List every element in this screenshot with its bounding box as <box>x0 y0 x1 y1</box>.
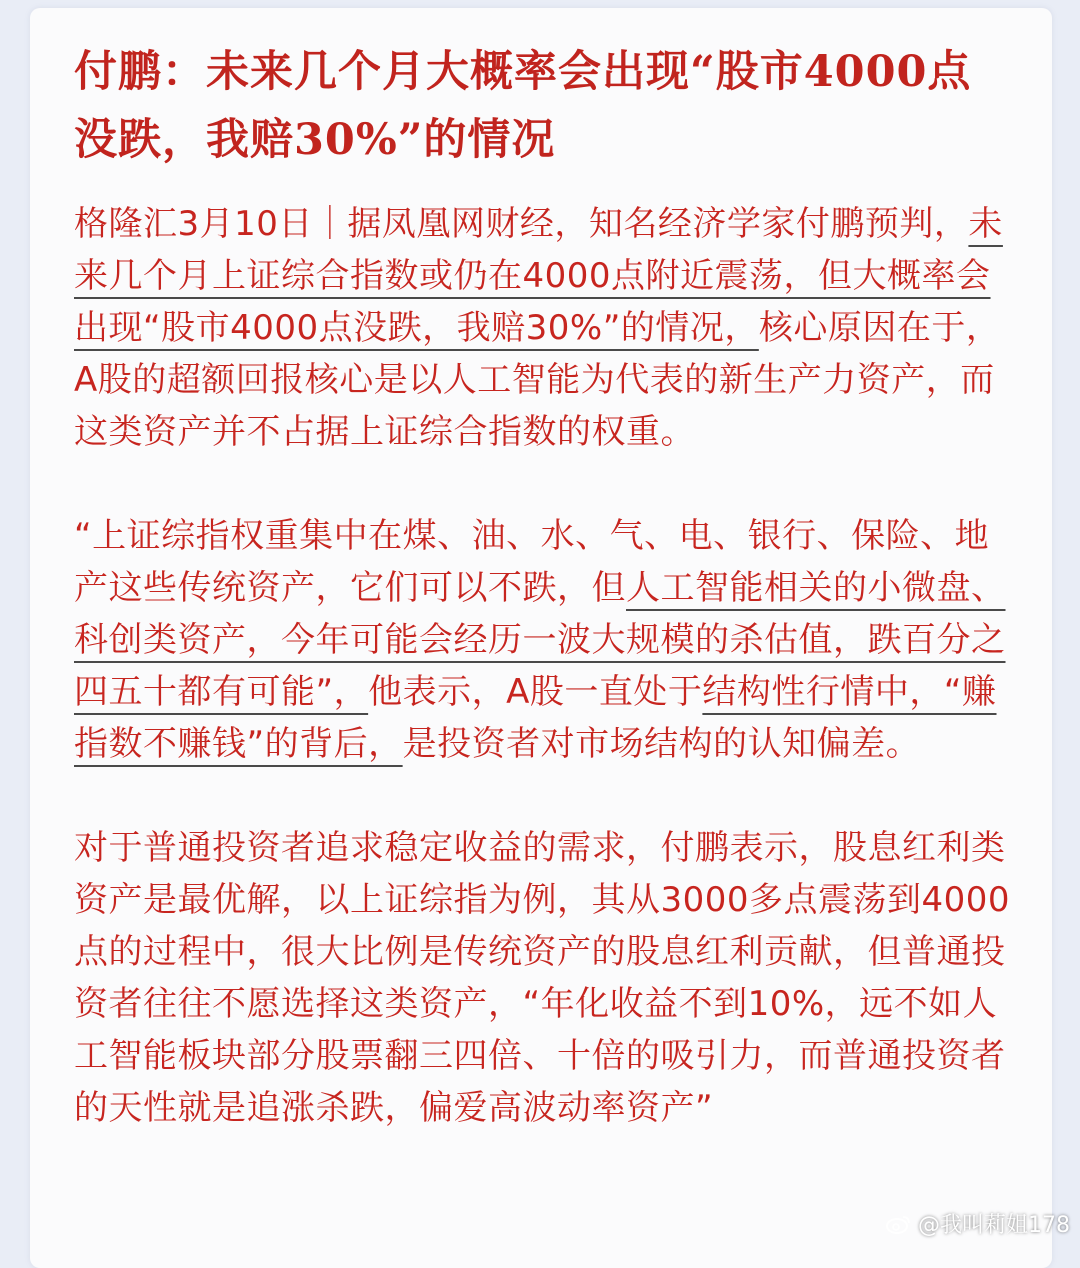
article-card <box>30 8 1052 1268</box>
watermark-text: @我叫莉姐178 <box>918 1213 1070 1238</box>
paragraph-1-rest: 核心原因在于，A股的超额回报核心是以人工智能为代表的新生产力资产，而这类资产并不占据上证综合指数的权重。 <box>74 308 1001 452</box>
paragraph-2-rest: 是投资者对市场结构的认知偏差。 <box>402 724 921 764</box>
paragraph-1-underlined: 未来几个月上证综合指数或仍在4000点附近震荡，但大概率会出现“股市4000点没跌，我赔30%”的情况， <box>74 204 1003 348</box>
watermark <box>886 1208 1070 1239</box>
article-paragraph-3: 对于普通投资者追求稳定收益的需求，付鹏表示，股息红利类资产是最优解，以上证综指为例，其从3000多点震荡到4000点的过程中，很大比例是传统资产的股息红利贡献，但普通投资者往往不愿选择这类资产，“年化收益不到10%，远不如人工智能板块部分股票翻三四倍、十倍的吸引力，而普通投资者的天性就是追涨杀跌，偏爱高波动率资产” <box>74 828 1011 1128</box>
paragraph-2-underlined: 人工智能相关的小微盘、科创类资产，今年可能会经历一波大规模的杀估值，跌百分之四五十都有可能”， <box>74 568 1006 712</box>
paragraph-2-underlined-2: 结构性行情中，“赚指数不赚钱”的背后， <box>74 672 997 764</box>
paragraph-2-lead: “上证综指权重集中在煤、油、水、气、电、银行、保险、地产这些传统资产，它们可以不跌，但 <box>74 516 990 608</box>
weibo-logo-icon <box>886 1214 912 1234</box>
article-paragraph-1 <box>74 198 1014 458</box>
article-body <box>74 38 1014 1134</box>
article-paragraph-2 <box>74 510 1014 770</box>
paragraph-1-lead: 格隆汇3月10日｜据凤凰网财经，知名经济学家付鹏预判， <box>74 204 969 244</box>
paragraph-2-middle: 他表示，A股一直处于 <box>368 672 703 712</box>
article-headline: 付鹏：未来几个月大概率会出现“股市4000点没跌，我赔30%”的情况 <box>74 47 972 165</box>
